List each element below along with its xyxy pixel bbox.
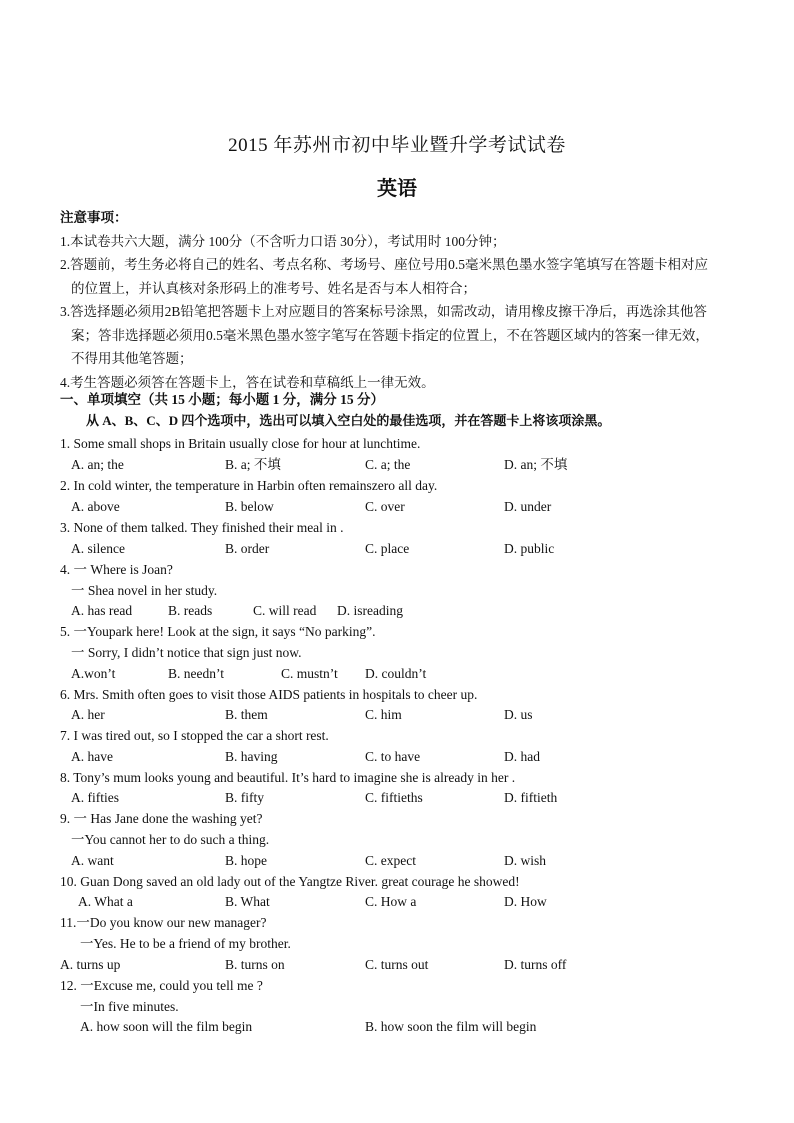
option-d: D. under: [504, 499, 552, 514]
option-c: C. place: [365, 541, 410, 556]
note-line: 案；答非选择题必须用0.5毫米黑色墨水签字笔写在答题卡指定的位置上，不在答题区域内的答案一律无效，: [71, 327, 709, 343]
question-dialogue-line: 一Yes. He to be a friend of my brother.: [80, 936, 291, 951]
option-c: C. will read: [253, 603, 317, 618]
option-a: A.won’t: [71, 666, 116, 681]
option-b: B. how soon the film will begin: [365, 1019, 537, 1034]
option-c: C. mustn’t: [281, 666, 338, 681]
option-b: B. them: [225, 707, 268, 722]
question-stem: 10. Guan Dong saved an old lady out of the Yangtze River. great courage he showed!: [60, 874, 520, 889]
question-stem: 6. Mrs. Smith often goes to visit those AIDS patients in hospitals to cheer up.: [60, 687, 478, 702]
option-b: B. below: [225, 499, 274, 514]
question-dialogue-line: 一You cannot her to do such a thing.: [71, 832, 270, 847]
option-d: D. had: [504, 749, 540, 764]
option-b: B. order: [225, 541, 270, 556]
option-a: A. above: [71, 499, 120, 514]
question-stem: 12. 一Excuse me, could you tell me ?: [60, 978, 263, 993]
option-a: A. has read: [71, 603, 133, 618]
note-line: 4.考生答题必须答在答题卡上，答在试卷和草稿纸上一律无效。: [60, 374, 435, 390]
note-line: 1.本试卷共六大题，满分 100分（不含听力口语 30分），考试用时 100分钟；: [60, 233, 506, 249]
option-d: D. isreading: [337, 603, 403, 618]
option-a: A. an; the: [71, 457, 124, 472]
notes-heading: 注意事项：: [60, 210, 128, 225]
option-d: D. an; 不填: [504, 457, 568, 472]
option-a: A. fifties: [71, 790, 119, 805]
question-stem: 9. 一 Has Jane done the washing yet?: [60, 811, 263, 826]
option-a: A. how soon will the film begin: [80, 1019, 253, 1034]
question-stem: 7. I was tired out, so I stopped the car a short rest.: [60, 728, 329, 743]
option-a: A. have: [71, 749, 113, 764]
section-instruction: 从 A、B、C、D 四个选项中，选出可以填入空白处的最佳选项，并在答题卡上将该项涂黑。: [86, 413, 611, 428]
option-c: C. him: [365, 707, 402, 722]
option-d: D. fiftieth: [504, 790, 558, 805]
option-d: D. wish: [504, 853, 547, 868]
option-d: D. How: [504, 894, 547, 909]
option-c: C. to have: [365, 749, 421, 764]
option-a: A. her: [71, 707, 105, 722]
option-d: D. public: [504, 541, 555, 556]
option-b: B. needn’t: [168, 666, 224, 681]
option-d: D. us: [504, 707, 533, 722]
option-b: B. reads: [168, 603, 213, 618]
option-a: A. silence: [71, 541, 125, 556]
option-d: D. couldn’t: [365, 666, 427, 681]
option-b: B. turns on: [225, 957, 285, 972]
question-stem: 1. Some small shops in Britain usually close for hour at lunchtime.: [60, 436, 421, 451]
exam-subject: 英语: [377, 178, 417, 200]
option-c: C. turns out: [365, 957, 429, 972]
option-a: A. turns up: [60, 957, 121, 972]
note-line: 2.答题前，考生务必将自己的姓名、考点名称、考场号、座位号用0.5毫米黑色墨水签字笔填写在答题卡相对应: [60, 257, 708, 272]
option-a: A. What a: [78, 894, 133, 909]
option-d: D. turns off: [504, 957, 567, 972]
question-stem: 8. Tony’s mum looks young and beautiful. It’s hard to imagine she is already in her .: [60, 770, 516, 785]
option-a: A. want: [71, 853, 114, 868]
note-line: 不得用其他笔答题；: [71, 351, 193, 366]
option-c: C. over: [365, 499, 405, 514]
question-dialogue-line: 一 Sorry, I didn’t notice that sign just now.: [71, 645, 302, 660]
option-b: B. hope: [225, 853, 267, 868]
question-stem: 4. 一 Where is Joan?: [60, 562, 173, 577]
question-stem: 5. 一Youpark here! Look at the sign, it says “No parking”.: [60, 624, 376, 639]
question-stem: 2. In cold winter, the temperature in Harbin often remainszero all day.: [60, 478, 438, 493]
option-b: B. What: [225, 894, 270, 909]
notes-block: [60, 206, 750, 394]
question-dialogue-line: 一In five minutes.: [80, 999, 179, 1014]
option-b: B. having: [225, 749, 278, 764]
option-c: C. How a: [365, 894, 417, 909]
option-b: B. a; 不填: [225, 457, 281, 472]
option-c: C. fiftieths: [365, 790, 423, 805]
question-stem: 11.一Do you know our new manager?: [60, 915, 267, 930]
section-heading: 一、单项填空（共 15 小题；每小题 1 分，满分 15 分）: [60, 392, 384, 407]
question-stem: 3. None of them talked. They finished their meal in .: [60, 520, 344, 535]
question-dialogue-line: 一 Shea novel in her study.: [71, 583, 218, 598]
option-c: C. a; the: [365, 457, 411, 472]
option-c: C. expect: [365, 853, 416, 868]
exam-title: 2015 年苏州市初中毕业暨升学考试试卷: [228, 135, 566, 156]
option-b: B. fifty: [225, 790, 264, 805]
note-line: 的位置上，并认真核对条形码上的准考号、姓名是否与本人相符合；: [71, 280, 476, 296]
note-line: 3.答选择题必须用2B铅笔把答题卡上对应题目的答案标号涂黑，如需改动，请用橡皮擦干净后，再选涂其他答: [60, 304, 707, 319]
